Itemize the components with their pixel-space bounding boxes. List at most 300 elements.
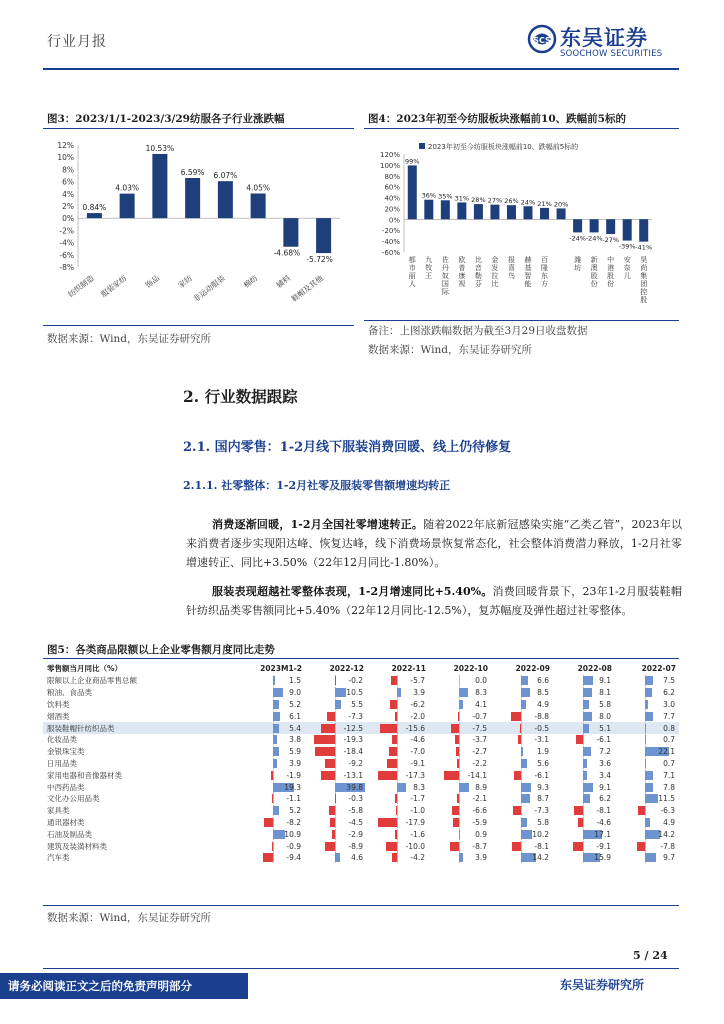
x-tick-label xyxy=(409,255,416,288)
column-header: 2023M1-2 xyxy=(260,664,302,673)
cell-value: 0.0 xyxy=(475,676,487,686)
cell-value: -3.7 xyxy=(472,735,487,745)
table-cell xyxy=(305,781,367,793)
table-row xyxy=(43,852,679,864)
table-cell xyxy=(491,699,553,711)
table-cell xyxy=(553,828,615,840)
table-row xyxy=(43,781,679,793)
paragraph-2-lead: 服装表现超越社零整体表现，1-2月增速同比+5.40%。 xyxy=(212,585,493,598)
cell-value: -9.4 xyxy=(286,853,301,863)
table-cell xyxy=(553,817,615,829)
cell-bar xyxy=(272,842,273,851)
table-cell xyxy=(615,687,679,699)
table-cell xyxy=(305,758,367,770)
cell-value: 19.3 xyxy=(284,782,301,792)
cell-bar xyxy=(583,712,592,721)
cell-bar xyxy=(444,771,459,780)
cell-bar xyxy=(452,806,459,815)
data-label: 20% xyxy=(553,200,569,209)
cell-value: 8.0 xyxy=(599,711,611,721)
fig3-source: 数据来源：Wind，东吴证券研究所 xyxy=(47,333,211,345)
cell-value: -9.2 xyxy=(348,758,363,768)
data-label: 27% xyxy=(487,196,503,205)
zero-line xyxy=(397,841,398,852)
table-cell xyxy=(367,793,429,805)
axis-char: 儿 xyxy=(623,272,631,280)
table-cell xyxy=(491,687,553,699)
cell-bar xyxy=(645,676,653,685)
zero-line xyxy=(459,734,460,745)
table-cell xyxy=(367,758,429,770)
x-tick-label: 纺织制造 xyxy=(66,273,96,300)
cell-value: -5.7 xyxy=(410,676,425,686)
cell-value: 4.9 xyxy=(537,699,549,709)
x-tick-label: 非运动服装 xyxy=(191,273,227,304)
zero-line xyxy=(335,817,336,828)
row-label: 石油及制品类 xyxy=(47,829,92,839)
cell-bar xyxy=(335,700,341,709)
cell-value: 7.8 xyxy=(663,782,675,792)
table-cell xyxy=(491,805,553,817)
fig3-bottom-rule xyxy=(43,325,354,326)
data-label: 4.03% xyxy=(115,183,140,193)
axis-char: 喜 xyxy=(507,264,515,272)
cell-value: 3.9 xyxy=(413,688,425,698)
zero-line xyxy=(521,711,522,722)
row-label: 家具类 xyxy=(47,806,70,816)
cell-bar xyxy=(391,676,397,685)
data-label: 6.07% xyxy=(213,171,238,181)
table-cell xyxy=(491,828,553,840)
bar xyxy=(590,219,599,232)
zero-line xyxy=(273,793,274,804)
table-row xyxy=(43,722,679,734)
cell-bar xyxy=(459,688,468,697)
cell-bar xyxy=(395,712,397,721)
header-rule xyxy=(43,68,679,70)
data-label: -4.68% xyxy=(273,248,301,258)
cell-value: 5.8 xyxy=(537,817,549,827)
table-cell xyxy=(429,805,491,817)
bar xyxy=(424,200,433,220)
x-tick-label xyxy=(425,255,432,280)
cell-bar xyxy=(315,747,335,756)
cell-value: 6.2 xyxy=(663,688,675,698)
axis-char: 安 xyxy=(623,256,631,264)
zero-line xyxy=(397,711,398,722)
data-label: -5.72% xyxy=(306,255,333,265)
table-cell xyxy=(367,817,429,829)
data-label: 31% xyxy=(454,194,470,203)
row-label: 汽车类 xyxy=(47,853,70,863)
table-cell xyxy=(305,710,367,722)
zero-line xyxy=(397,805,398,816)
zero-line xyxy=(583,841,584,852)
table-cell xyxy=(243,840,305,852)
cell-value: -17.9 xyxy=(405,817,425,827)
column-header: 2022-11 xyxy=(391,664,426,673)
section-heading-2-1: 2.1. 国内零售：1-2月线下服装消费回暖、线上仍待修复 xyxy=(183,440,512,455)
axis-char: 九 xyxy=(425,256,433,264)
bar xyxy=(218,181,233,218)
row-label: 烟酒类 xyxy=(47,711,70,721)
cell-bar xyxy=(521,688,530,697)
axis-char: 昊 xyxy=(640,256,648,264)
zero-line xyxy=(397,746,398,757)
table-cell xyxy=(429,817,491,829)
table-cell xyxy=(615,793,679,805)
data-label: -24% xyxy=(569,234,586,243)
cell-value: 8.7 xyxy=(537,794,549,804)
row-label: 通讯器材类 xyxy=(47,817,85,827)
cell-value: 3.4 xyxy=(599,770,611,780)
bar xyxy=(408,165,417,219)
table-cell xyxy=(553,805,615,817)
table-cell xyxy=(491,817,553,829)
cell-value: -8.2 xyxy=(286,817,301,827)
cell-value: 10.5 xyxy=(346,688,363,698)
axis-char: 中 xyxy=(607,256,615,264)
logo-chinese-name: 东吴证券 xyxy=(560,26,648,50)
cell-value: 14.2 xyxy=(532,853,549,863)
table-cell xyxy=(305,840,367,852)
cell-value: 3.9 xyxy=(475,853,487,863)
table-cell xyxy=(367,687,429,699)
fig3-rule xyxy=(43,128,354,129)
x-tick-label xyxy=(525,255,533,288)
cell-bar xyxy=(583,783,593,792)
axis-char: 新 xyxy=(590,256,598,264)
cell-bar xyxy=(583,724,589,733)
y-tick-label: 4% xyxy=(62,189,74,199)
cell-bar xyxy=(645,853,656,862)
table-cell xyxy=(553,769,615,781)
cell-value: -2.7 xyxy=(472,747,487,757)
row-label: 化妆品类 xyxy=(47,735,77,745)
table-cell xyxy=(615,817,679,829)
y-tick-label: 40% xyxy=(384,194,400,203)
table-cell xyxy=(553,781,615,793)
axis-char: 奈 xyxy=(623,264,631,272)
cell-bar xyxy=(645,783,653,792)
cell-value: 1.9 xyxy=(537,747,549,757)
y-tick-label: -4% xyxy=(59,238,74,248)
cell-bar xyxy=(521,794,530,803)
table-cell xyxy=(491,840,553,852)
x-tick-label xyxy=(508,255,515,280)
y-tick-label: -40% xyxy=(381,238,400,247)
footer-rule xyxy=(43,968,679,969)
column-header: 2022-12 xyxy=(329,664,364,673)
zero-line xyxy=(459,675,460,686)
y-tick-label: 10% xyxy=(57,153,74,163)
table-cell xyxy=(615,840,679,852)
cell-bar xyxy=(455,735,459,744)
zero-line xyxy=(335,711,336,722)
fig5-caption: 图5：各类商品限额以上企业零售额月度同比走势 xyxy=(47,644,275,656)
table-cell xyxy=(367,699,429,711)
table-cell xyxy=(491,710,553,722)
table-cell xyxy=(429,781,491,793)
x-tick-label xyxy=(475,255,482,288)
table-cell xyxy=(553,840,615,852)
cell-value: -1.1 xyxy=(286,794,301,804)
cell-bar xyxy=(273,806,279,815)
table-cell xyxy=(553,710,615,722)
cell-bar xyxy=(273,735,277,744)
cell-bar xyxy=(578,818,583,827)
axis-char: 国 xyxy=(441,280,449,288)
table-row xyxy=(43,805,679,817)
axis-char: 东 xyxy=(541,272,549,280)
cell-value: -8.1 xyxy=(596,806,611,816)
cell-value: 8.3 xyxy=(475,688,487,698)
axis-char: 金 xyxy=(491,256,499,264)
axis-char: 奴 xyxy=(441,272,449,280)
cell-bar xyxy=(314,735,335,744)
table-row xyxy=(43,828,679,840)
cell-value: -18.4 xyxy=(343,747,363,757)
cell-value: -0.9 xyxy=(286,841,301,851)
axis-char: 佐 xyxy=(441,256,449,264)
data-label: 28% xyxy=(471,196,486,205)
cell-value: -4.5 xyxy=(348,817,363,827)
cell-value: 3.8 xyxy=(289,735,301,745)
table-cell xyxy=(305,722,367,734)
fig5-source: 数据来源：Wind，东吴证券研究所 xyxy=(47,912,211,924)
cell-bar xyxy=(645,724,646,733)
axis-char: 牧 xyxy=(425,264,433,272)
axis-char: 团 xyxy=(640,280,648,288)
cell-value: -6.6 xyxy=(472,806,487,816)
cell-value: 0.7 xyxy=(663,735,675,745)
cell-value: -3.1 xyxy=(534,735,549,745)
cell-bar xyxy=(386,842,397,851)
data-label: 4.05% xyxy=(246,183,271,193)
cell-value: -6.3 xyxy=(660,806,675,816)
cell-bar xyxy=(576,735,583,744)
axis-char: 百 xyxy=(541,256,549,264)
zero-line xyxy=(397,723,398,734)
x-tick-label xyxy=(442,255,450,296)
cell-bar xyxy=(273,700,279,709)
row-label: 金银珠宝类 xyxy=(47,747,85,757)
cell-value: 8.5 xyxy=(537,688,549,698)
cell-bar xyxy=(583,771,587,780)
soochow-logo-icon xyxy=(527,24,557,54)
data-label: 26% xyxy=(504,197,519,206)
zero-line xyxy=(397,793,398,804)
cell-value: 22.1 xyxy=(658,747,675,757)
zero-line xyxy=(459,711,460,722)
cell-value: 5.4 xyxy=(289,723,301,733)
cell-bar xyxy=(273,676,275,685)
row-label: 日用品类 xyxy=(47,758,77,768)
fig5-bottom-rule xyxy=(43,905,679,906)
table-cell xyxy=(243,852,305,864)
cell-value: 8.3 xyxy=(413,782,425,792)
cell-bar xyxy=(645,759,646,768)
section-heading-2-1-1: 2.1.1. 社零整体：1-2月社零及服装零售额增速均转正 xyxy=(183,479,451,492)
axis-char: 潍 xyxy=(574,256,582,264)
table-cell xyxy=(243,793,305,805)
bar xyxy=(573,219,582,232)
cell-bar xyxy=(511,712,521,721)
bar xyxy=(152,154,167,218)
cell-value: 4.9 xyxy=(663,817,675,827)
row-label: 家用电器和音像器材类 xyxy=(47,770,122,780)
table-cell xyxy=(243,746,305,758)
table-cell xyxy=(553,699,615,711)
table-row xyxy=(43,758,679,770)
row-label: 服装鞋帽针纺织品类 xyxy=(43,722,243,734)
footer-institute: 东吴证券研究所 xyxy=(560,978,645,992)
cell-bar xyxy=(392,735,397,744)
axis-char: 比 xyxy=(474,256,482,264)
cell-value: 9.1 xyxy=(599,782,611,792)
table-cell xyxy=(429,840,491,852)
data-label: 36% xyxy=(421,191,437,200)
table-cell xyxy=(491,722,553,734)
cell-bar xyxy=(645,735,646,744)
cell-bar xyxy=(329,806,335,815)
table-cell xyxy=(429,710,491,722)
zero-line xyxy=(335,829,336,840)
paragraph-2-body: 消费回暖背景下，23年1-2月服装鞋帽针纺织品类零售额同比+5.40%（22年12月同比-12.5%），复苏幅度及弹性超过社零整体。 xyxy=(186,585,682,617)
cell-bar xyxy=(453,818,459,827)
cell-value: -8.1 xyxy=(534,841,549,851)
cell-value: 4.6 xyxy=(351,853,363,863)
x-tick-label: 服装家纺 xyxy=(99,273,129,300)
zero-line xyxy=(397,852,398,863)
y-tick-label: 120% xyxy=(379,151,400,159)
cell-bar xyxy=(264,818,273,827)
cell-bar xyxy=(390,700,397,709)
table-cell xyxy=(429,699,491,711)
fig4-bottom-rule xyxy=(364,320,679,321)
zero-line xyxy=(459,770,460,781)
zero-line xyxy=(273,770,274,781)
data-label: -39% xyxy=(618,242,636,251)
cell-value: -19.3 xyxy=(343,735,363,745)
cell-bar xyxy=(273,747,279,756)
cell-value: -2.1 xyxy=(472,794,487,804)
cell-bar xyxy=(459,783,469,792)
fig5-rule xyxy=(43,658,679,659)
zero-line xyxy=(645,805,646,816)
cell-bar xyxy=(518,735,521,744)
table-cell xyxy=(429,675,491,687)
cell-bar xyxy=(583,759,587,768)
cell-value: 5.8 xyxy=(599,699,611,709)
table-cell xyxy=(429,687,491,699)
cell-value: 6.2 xyxy=(599,794,611,804)
table-cell xyxy=(243,687,305,699)
table-cell xyxy=(429,722,491,734)
table-cell xyxy=(615,710,679,722)
bar xyxy=(507,205,516,219)
cell-value: -0.2 xyxy=(348,676,363,686)
table-cell xyxy=(615,781,679,793)
table-cell xyxy=(553,852,615,864)
zero-line xyxy=(273,852,274,863)
table-cell xyxy=(367,840,429,852)
table-cell xyxy=(491,734,553,746)
cell-value: 14.2 xyxy=(658,829,675,839)
cell-value: 5.1 xyxy=(599,723,611,733)
cell-value: 9.0 xyxy=(289,688,301,698)
cell-bar xyxy=(638,806,645,815)
x-tick-label xyxy=(624,255,631,280)
axis-char: 芬 xyxy=(474,280,482,288)
zero-line xyxy=(335,770,336,781)
zero-line xyxy=(521,841,522,852)
x-tick-label xyxy=(574,255,581,272)
cell-value: -7.3 xyxy=(534,806,549,816)
axis-char: 股 xyxy=(607,272,615,280)
cell-value: -5.9 xyxy=(472,817,487,827)
cell-bar xyxy=(521,700,526,709)
bar xyxy=(441,200,450,219)
cell-bar xyxy=(573,842,583,851)
y-tick-label: 20% xyxy=(384,205,400,214)
cell-bar xyxy=(521,676,528,685)
axis-char: 份 xyxy=(590,280,598,288)
axis-char: 集 xyxy=(640,272,648,280)
cell-bar xyxy=(272,794,273,803)
table-cell xyxy=(429,852,491,864)
cell-bar xyxy=(378,818,397,827)
cell-value: -12.5 xyxy=(343,723,363,733)
y-tick-label: -60% xyxy=(381,249,400,257)
axis-char: 际 xyxy=(441,288,449,296)
zero-line xyxy=(583,734,584,745)
column-header: 2022-09 xyxy=(515,664,550,673)
axis-char: 尚 xyxy=(640,264,648,272)
logo-english-name: SOOCHOW SECURITIES xyxy=(560,49,663,59)
table-cell xyxy=(553,758,615,770)
table-cell xyxy=(429,746,491,758)
y-tick-label: 2% xyxy=(62,202,74,211)
table-cell xyxy=(553,746,615,758)
cell-value: -9.1 xyxy=(596,841,611,851)
axis-char: 能 xyxy=(524,280,532,288)
cell-bar xyxy=(397,783,406,792)
cell-bar xyxy=(583,688,592,697)
cell-value: -17.3 xyxy=(405,770,425,780)
cell-value: -15.6 xyxy=(405,723,425,733)
axis-char: 港 xyxy=(607,264,615,272)
cell-value: -2.2 xyxy=(472,758,487,768)
cell-bar xyxy=(273,759,277,768)
axis-char: 控 xyxy=(640,288,648,296)
cell-bar xyxy=(395,830,397,839)
data-label: 24% xyxy=(520,198,536,207)
cell-value: 9.3 xyxy=(537,782,549,792)
table-row xyxy=(43,769,679,781)
cell-bar xyxy=(583,747,591,756)
table-cell xyxy=(243,722,305,734)
cell-value: -14.1 xyxy=(467,770,487,780)
data-label: 0.84% xyxy=(82,203,107,213)
row-label: 粮油、食品类 xyxy=(47,688,92,698)
axis-char: 欧 xyxy=(458,256,466,264)
cell-value: 0.9 xyxy=(475,829,487,839)
table-row xyxy=(43,793,679,805)
y-tick-label: -2% xyxy=(59,226,74,236)
cell-bar xyxy=(271,771,273,780)
axis-char: 王 xyxy=(425,272,433,280)
